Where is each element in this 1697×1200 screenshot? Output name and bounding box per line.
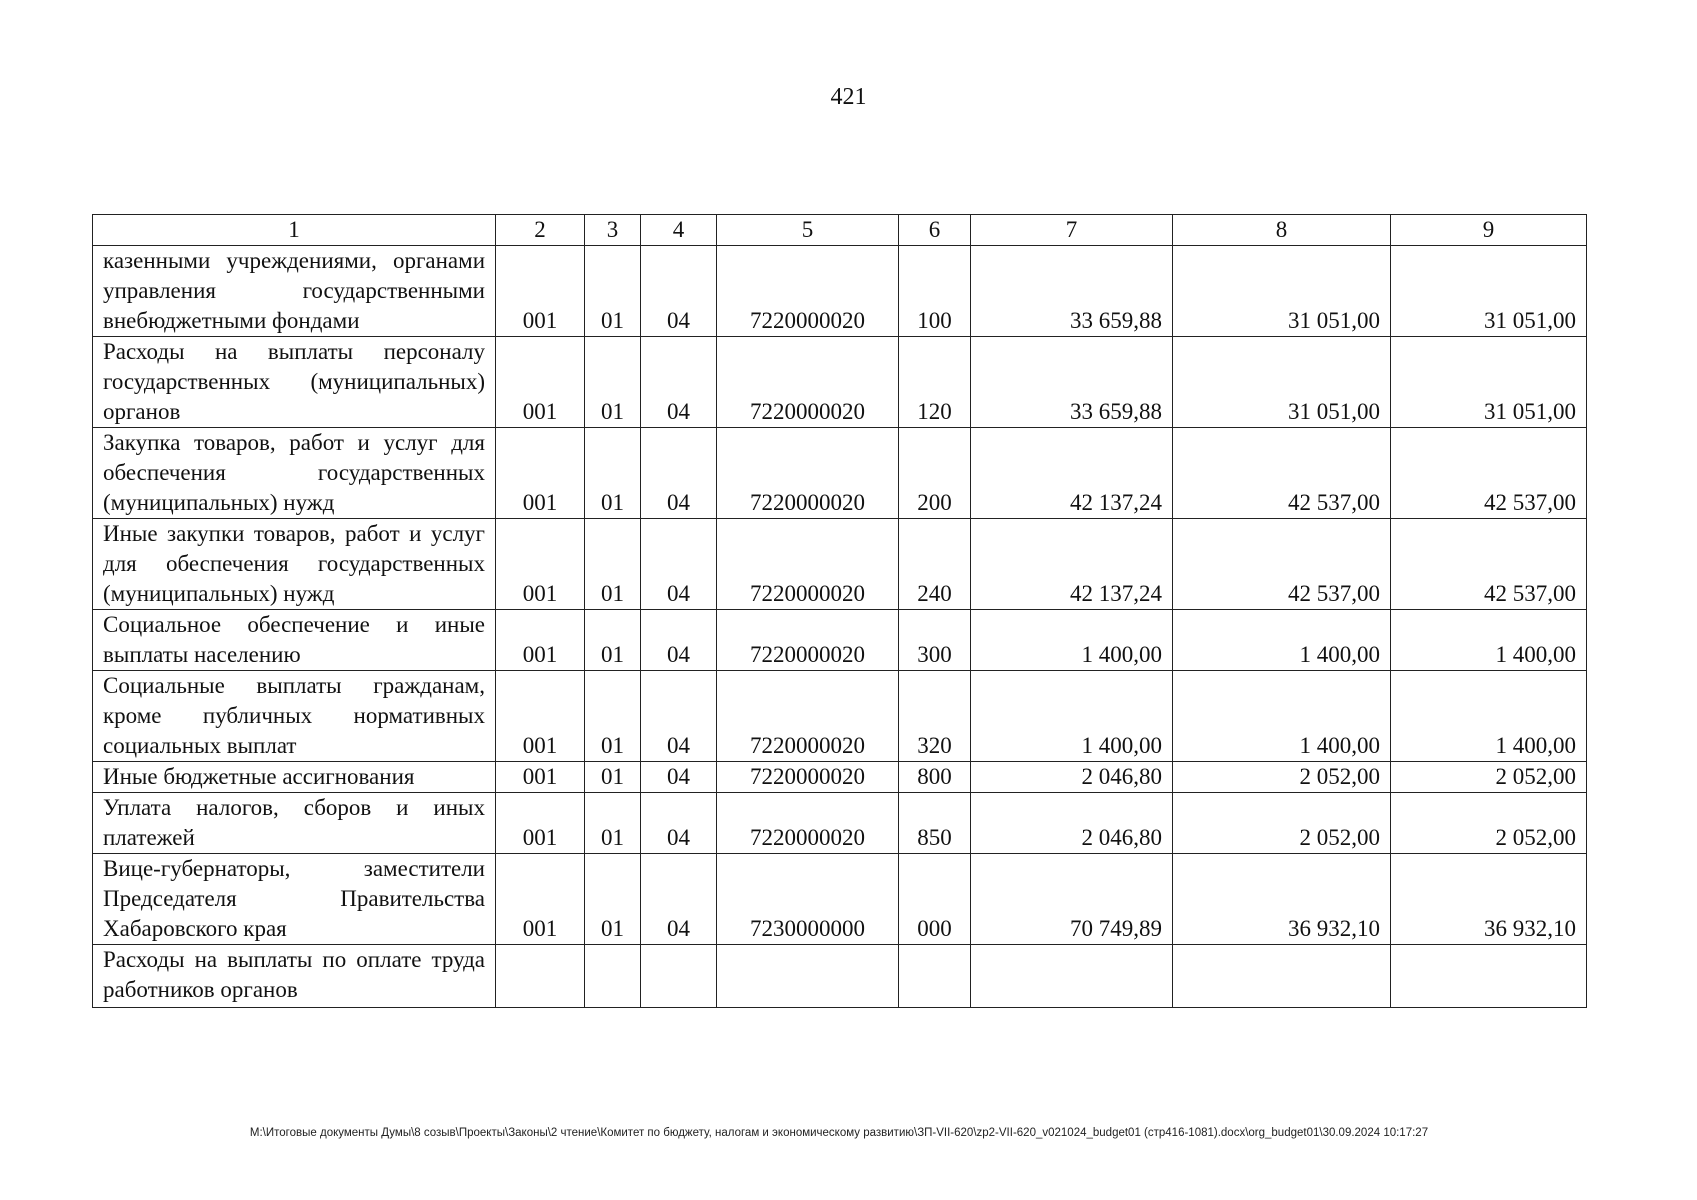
table-cell [971,945,1173,1008]
section-code-cell: 01 [585,428,641,519]
amount-cell: 1 400,00 [1173,610,1391,671]
amount-cell: 1 400,00 [1391,671,1587,762]
amount-cell: 2 046,80 [971,793,1173,854]
target-article-cell: 7230000000 [717,854,899,945]
amount-cell: 31 051,00 [1391,337,1587,428]
kvsr-code-cell: 001 [496,762,585,793]
target-article-cell: 7220000020 [717,793,899,854]
footer-file-path: М:\Итоговые документы Думы\8 созыв\Проекты\Законы\2 чтение\Комитет по бюджету, налогам и экономическому развитию\ЗП-VII-620\zp2-VII-620_v021024_budget01 (стр416-1081).docx\org_budget01\30.09.2024 10:17:27 [249,1127,1429,1139]
amount-cell: 1 400,00 [971,671,1173,762]
target-article-cell: 7220000020 [717,337,899,428]
table-row [93,519,1587,610]
column-header: 7 [971,215,1173,246]
row-description: Социальные выплаты гражданам, кроме публичных нормативных социальных выплат [93,671,496,762]
table-row [93,762,1587,793]
amount-cell: 42 537,00 [1173,428,1391,519]
target-article-cell: 7220000020 [717,762,899,793]
subsection-code-cell: 04 [641,762,717,793]
amount-cell: 42 537,00 [1391,428,1587,519]
subsection-code-cell: 04 [641,337,717,428]
kvsr-code-cell: 001 [496,428,585,519]
amount-cell: 42 537,00 [1173,519,1391,610]
kvsr-code-cell: 001 [496,671,585,762]
subsection-code-cell: 04 [641,610,717,671]
expense-type-cell: 320 [899,671,971,762]
column-header: 5 [717,215,899,246]
kvsr-code-cell: 001 [496,793,585,854]
section-code-cell: 01 [585,610,641,671]
table-cell [585,945,641,1008]
table-row [93,610,1587,671]
table-cell [641,945,717,1008]
budget-table [92,214,1587,1008]
amount-cell: 1 400,00 [1173,671,1391,762]
column-header: 1 [93,215,496,246]
subsection-code-cell: 04 [641,428,717,519]
amount-cell: 33 659,88 [971,246,1173,337]
amount-cell: 31 051,00 [1173,337,1391,428]
table-row [93,246,1587,337]
amount-cell: 31 051,00 [1391,246,1587,337]
section-code-cell: 01 [585,671,641,762]
target-article-cell: 7220000020 [717,610,899,671]
table-cell [1173,945,1391,1008]
expense-type-cell: 000 [899,854,971,945]
target-article-cell: 7220000020 [717,671,899,762]
table-row [93,337,1587,428]
table-cell [496,945,585,1008]
row-description: Иные закупки товаров, работ и услуг для обеспечения государственных (муниципальных) нужд [93,519,496,610]
table-row [93,671,1587,762]
subsection-code-cell: 04 [641,519,717,610]
column-header: 2 [496,215,585,246]
section-code-cell: 01 [585,519,641,610]
row-description: Уплата налогов, сборов и иных платежей [93,793,496,854]
row-description: Расходы на выплаты персоналу государственных (муниципальных) органов [93,337,496,428]
column-header: 3 [585,215,641,246]
expense-type-cell: 100 [899,246,971,337]
header-row [93,215,1587,246]
kvsr-code-cell: 001 [496,610,585,671]
kvsr-code-cell: 001 [496,519,585,610]
kvsr-code-cell: 001 [496,854,585,945]
amount-cell: 70 749,89 [971,854,1173,945]
subsection-code-cell: 04 [641,246,717,337]
kvsr-code-cell: 001 [496,246,585,337]
expense-type-cell: 300 [899,610,971,671]
row-description: Вице-губернаторы, заместители Председателя Правительства Хабаровского края [93,854,496,945]
column-header: 9 [1391,215,1587,246]
target-article-cell: 7220000020 [717,519,899,610]
row-description: Закупка товаров, работ и услуг для обеспечения государственных (муниципальных) нужд [93,428,496,519]
table-row [93,854,1587,945]
subsection-code-cell: 04 [641,793,717,854]
expense-type-cell: 240 [899,519,971,610]
amount-cell: 1 400,00 [1391,610,1587,671]
section-code-cell: 01 [585,854,641,945]
expense-type-cell: 120 [899,337,971,428]
amount-cell: 42 537,00 [1391,519,1587,610]
section-code-cell: 01 [585,793,641,854]
table-cell [899,945,971,1008]
amount-cell: 2 052,00 [1391,762,1587,793]
row-description: Расходы на выплаты по оплате труда работников органов [93,945,496,1008]
amount-cell: 42 137,24 [971,519,1173,610]
table-row [93,793,1587,854]
row-description: Иные бюджетные ассигнования [93,762,496,793]
expense-type-cell: 800 [899,762,971,793]
table-cell [1391,945,1587,1008]
column-header: 4 [641,215,717,246]
amount-cell: 36 932,10 [1391,854,1587,945]
subsection-code-cell: 04 [641,854,717,945]
amount-cell: 42 137,24 [971,428,1173,519]
kvsr-code-cell: 001 [496,337,585,428]
amount-cell: 2 052,00 [1391,793,1587,854]
amount-cell: 33 659,88 [971,337,1173,428]
target-article-cell: 7220000020 [717,246,899,337]
section-code-cell: 01 [585,337,641,428]
table-row [93,945,1587,1008]
row-description: Социальное обеспечение и иные выплаты населению [93,610,496,671]
table-row [93,428,1587,519]
amount-cell: 2 046,80 [971,762,1173,793]
row-description: казенными учреждениями, органами управления государственными внебюджетными фондами [93,246,496,337]
amount-cell: 36 932,10 [1173,854,1391,945]
section-code-cell: 01 [585,246,641,337]
column-header: 8 [1173,215,1391,246]
expense-type-cell: 850 [899,793,971,854]
amount-cell: 1 400,00 [971,610,1173,671]
subsection-code-cell: 04 [641,671,717,762]
column-header: 6 [899,215,971,246]
amount-cell: 2 052,00 [1173,793,1391,854]
amount-cell: 31 051,00 [1173,246,1391,337]
amount-cell: 2 052,00 [1173,762,1391,793]
section-code-cell: 01 [585,762,641,793]
table-cell [717,945,899,1008]
target-article-cell: 7220000020 [717,428,899,519]
page-number: 421 [830,84,867,110]
expense-type-cell: 200 [899,428,971,519]
